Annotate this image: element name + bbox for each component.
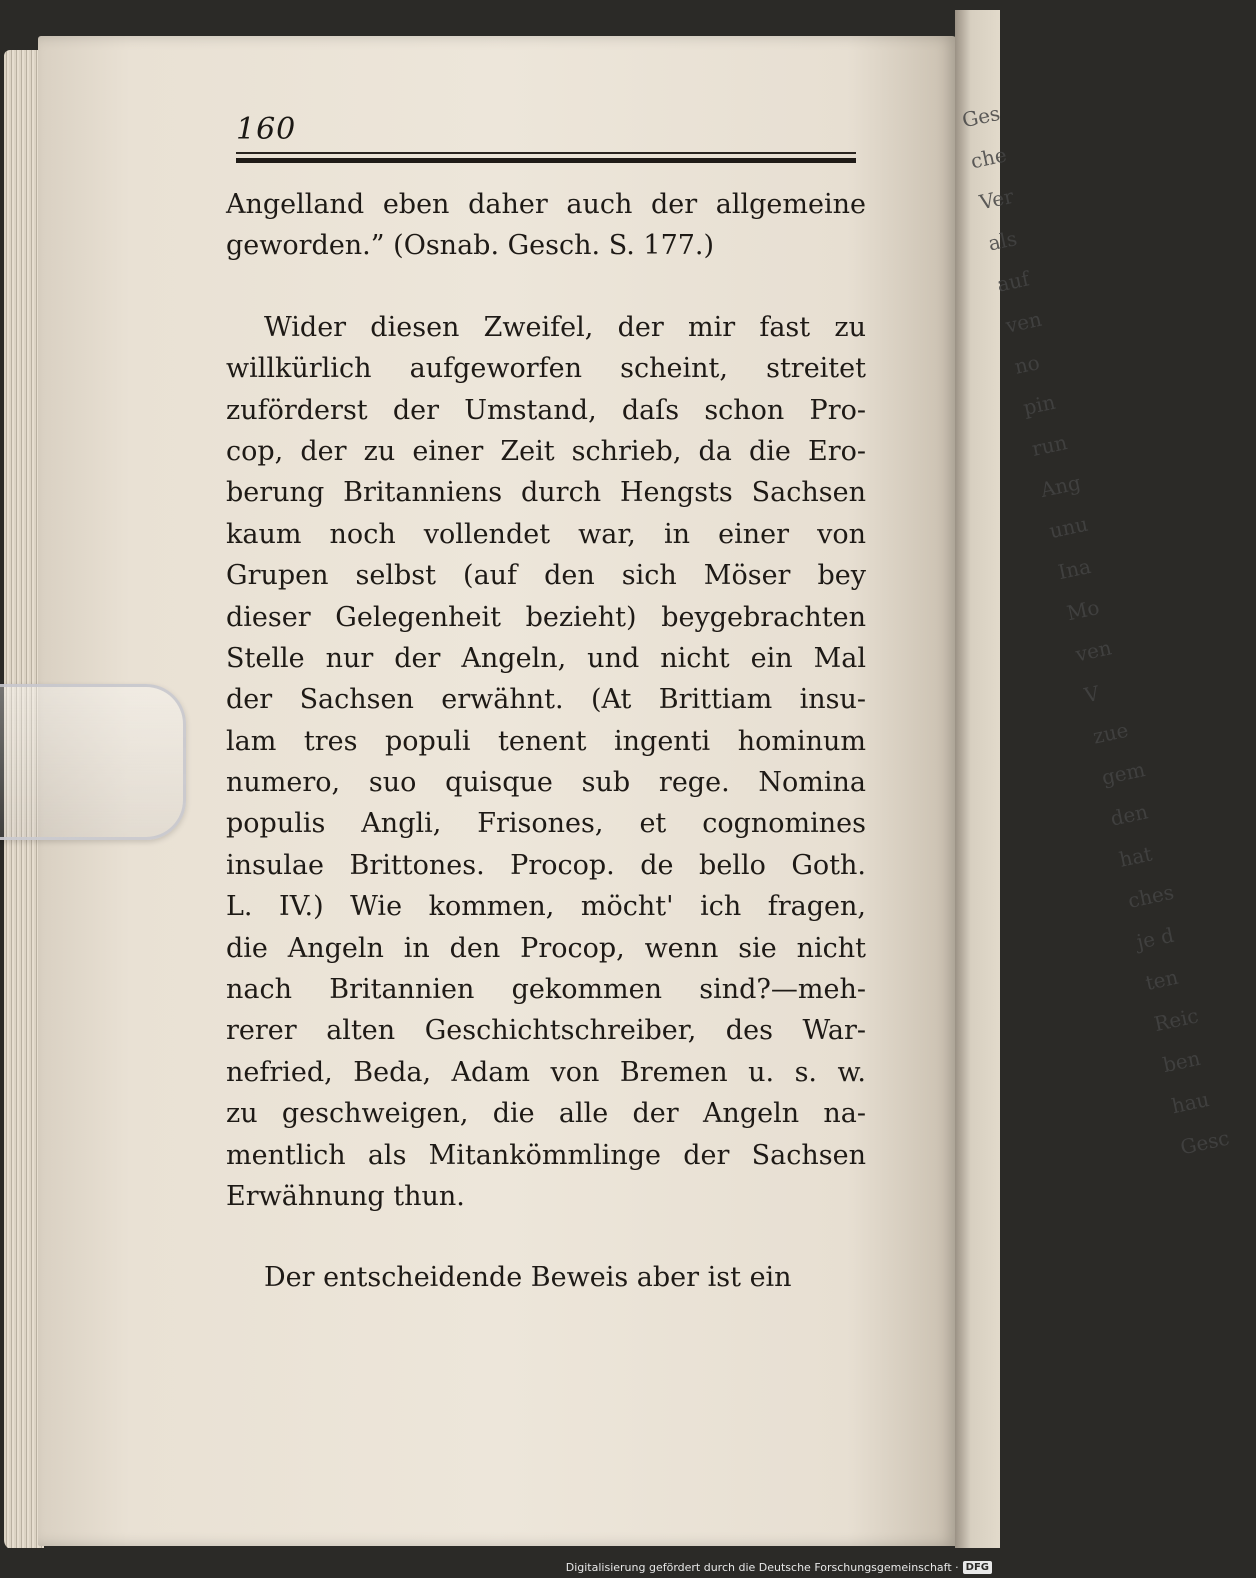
text-line: Erwähnung thun. <box>226 1180 465 1212</box>
facing-page-fragment: che <box>968 142 1009 174</box>
facing-page-fragment: zue <box>1090 717 1131 749</box>
facing-page-fragment: unu <box>1047 511 1090 544</box>
facing-page-fragment: Ver <box>977 183 1016 215</box>
facing-page-fragment: pin <box>1020 389 1058 420</box>
text-line: mentlich als Mitankömmlinge der Sachsen <box>226 1139 866 1171</box>
facing-page-fragment: Ges <box>959 100 1003 133</box>
header-rule-thick <box>236 158 856 163</box>
text-line: willkürlich aufgeworfen scheint, streitet <box>226 353 866 385</box>
facing-page-fragment: Gesc <box>1178 1125 1232 1160</box>
text-line: dieser Gelegenheit bezieht) beygebrachten <box>226 601 866 633</box>
text-line: Grupen selbst (auf den sich Möser bey <box>226 560 866 592</box>
text-line: Angelland eben daher auch der allgemeine <box>226 189 866 220</box>
facing-page-fragment: ven <box>1073 635 1114 667</box>
text-line: Der entscheidende Beweis aber ist ein <box>264 1262 792 1294</box>
facing-page-fragment: no <box>1012 350 1042 379</box>
facing-page-fragment: ben <box>1160 1045 1203 1078</box>
facing-page-fragment: hau <box>1169 1086 1212 1119</box>
text-line: populis Angli, Frisones, et cognomines <box>226 808 866 840</box>
body-text <box>226 184 866 1299</box>
page-header <box>236 112 856 172</box>
dfg-logo: DFG <box>963 1561 992 1574</box>
facing-page-fragment: den <box>1108 799 1151 831</box>
paragraph-gap <box>226 1217 866 1257</box>
facing-page-fragment: V <box>1082 680 1102 708</box>
text-line: die Angeln in den Procop, wenn sie nicht <box>226 932 866 964</box>
paragraph-gap <box>226 267 866 307</box>
credit-text: Digitalisierung gefördert durch die Deutsche Forschungsgemeinschaft · <box>565 1561 959 1574</box>
text-line: rerer alten Geschichtschreiber, des War- <box>226 1015 866 1047</box>
text-line: cop, der zu einer Zeit schrieb, da die Ero- <box>226 435 866 467</box>
facing-page-fragment: Reic <box>1151 1003 1201 1037</box>
facing-page-fragment: ches <box>1125 879 1176 913</box>
facing-page-fragment: ven <box>1003 306 1044 338</box>
text-line: Wider diesen Zweifel, der mir fast zu <box>264 311 866 343</box>
text-line: der Sachsen erwähnt. (At Brittiam insu- <box>226 684 866 716</box>
text-line: nach Britannien gekommen sind?—meh- <box>226 974 866 1006</box>
text-line: insulae Brittones. Procop. de bello Goth. <box>226 849 866 881</box>
facing-page-fragment: run <box>1029 430 1070 461</box>
facing-page-fragment: ten <box>1143 964 1181 996</box>
header-rule-thin <box>236 152 856 154</box>
text-line: berung Britanniens durch Hengsts Sachsen <box>226 477 866 509</box>
text-line: lam tres populi tenent ingenti hominum <box>226 725 866 757</box>
text-line: nefried, Beda, Adam von Bremen u. s. w. <box>226 1056 866 1088</box>
page-number: 160 <box>236 112 297 147</box>
text-line: Stelle nur der Angeln, und nicht ein Mal <box>226 642 866 674</box>
text-line: numero, suo quisque sub rege. Nomina <box>226 767 866 799</box>
facing-page-fragment: hat <box>1117 841 1155 872</box>
facing-page-fragment: je d <box>1134 922 1176 954</box>
facing-page-fragment: gem <box>1099 757 1148 790</box>
facing-page-fragment: Ang <box>1038 470 1083 503</box>
digitization-credit <box>566 1561 992 1574</box>
facing-page-fragment: als <box>986 226 1020 256</box>
text-line: kaum noch vollendet war, in einer von <box>226 518 866 550</box>
facing-page-text-fragments <box>958 91 1249 1274</box>
page-clip <box>0 684 186 840</box>
text-line: zu geschweigen, die alle der Angeln na- <box>226 1098 866 1130</box>
facing-page-fragment: auf <box>994 266 1032 297</box>
text-line: L. IV.) Wie kommen, möcht' ich fragen, <box>226 891 866 923</box>
text-line: geworden.” (Osnab. Gesch. S. 177.) <box>226 230 715 262</box>
facing-page-fragment: Ina <box>1055 553 1093 585</box>
facing-page-fragment: Mo <box>1064 595 1102 626</box>
text-line: zuförderst der Umstand, daſs schon Pro- <box>226 394 866 426</box>
